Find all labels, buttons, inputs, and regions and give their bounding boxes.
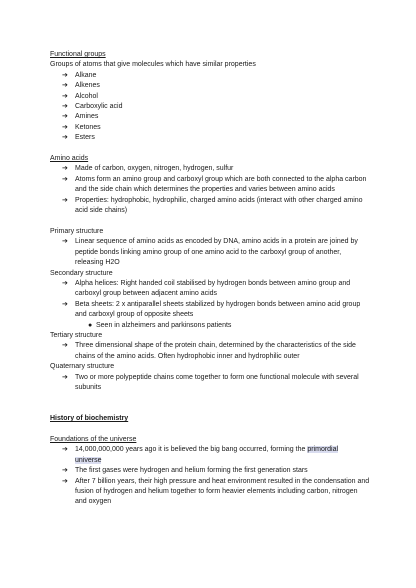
document-page — [50, 50, 370, 508]
history-title: History of biochemistry — [50, 415, 129, 423]
arrow-icon: ➔ — [62, 113, 68, 121]
highlighted-text: universe — [75, 456, 102, 464]
highlighted-text: primordial — [307, 446, 339, 454]
arrow-icon: ➔ — [62, 123, 68, 131]
list-item: ➔ Alkane — [50, 71, 370, 81]
list-item: ➔ Two or more polypeptide chains come together to form one functional molecule with several subunits — [62, 373, 359, 391]
list-item: ➔ Alcohol — [50, 92, 370, 102]
arrow-icon: ➔ — [62, 196, 68, 204]
arrow-icon: ➔ — [62, 165, 68, 173]
arrow-icon: ➔ — [62, 82, 68, 90]
arrow-icon: ➔ — [62, 134, 68, 142]
arrow-icon: ➔ — [62, 446, 68, 454]
list-item: ➔ Linear sequence of amino acids as encoded by DNA, amino acids in a protein are joined by peptide bonds linking amino group of one amino acid to the carboxyl group of another, releasing H2O — [62, 238, 358, 267]
list-item: ➔ Atoms form an amino group and carboxyl group which are both connected to the alpha carbon and the side chain which determines the properties and varies between amino acids — [62, 175, 367, 194]
quaternary-structure-heading: Quaternary structure — [50, 363, 115, 371]
list-item: ➔ Amines — [50, 112, 370, 122]
amino-acids-heading: Amino acids — [50, 155, 89, 163]
arrow-icon: ➔ — [62, 103, 68, 111]
list-item: ➔ Alpha helices: Right handed coil stabilised by hydrogen bonds between amino group and carboxyl group between adjacent amino acids — [62, 279, 351, 298]
arrow-icon: ➔ — [62, 373, 68, 381]
functional-groups-list — [50, 71, 370, 144]
list-item: ➔ Esters — [50, 133, 370, 143]
list-item: ➔ Three dimensional shape of the protein chain, determined by the characteristics of the side chains of the amino acids. Often hydrophobic inner and hydrophilic outer — [62, 342, 356, 360]
primary-structure-heading: Primary structure — [50, 227, 104, 235]
list-item: ➔ Properties: hydrophobic, hydrophilic, charged amino acids (interact with other charged amino acid side chains) — [62, 196, 363, 215]
arrow-icon: ➔ — [62, 238, 68, 246]
arrow-icon: ➔ — [62, 342, 68, 350]
tertiary-structure-heading: Tertiary structure — [50, 331, 103, 339]
functional-groups-intro: Groups of atoms that give molecules which have similar properties — [50, 61, 256, 69]
list-item: ➔ Alkenes — [50, 81, 370, 91]
list-item: ➔ After 7 billion years, their high pressure and heat environment resulted in the condensation and fusion of hydrogen and helium together to form heavier elements including carbon, nitrogen and oxygen — [62, 477, 370, 506]
sub-list-item: ● Seen in alzheimers and parkinsons patients — [50, 321, 370, 331]
amino-acids-list — [50, 164, 370, 216]
arrow-icon: ➔ — [62, 279, 68, 287]
list-item: ➔ Carboxylic acid — [50, 102, 370, 112]
arrow-icon: ➔ — [62, 175, 68, 183]
arrow-icon: ➔ — [62, 467, 68, 475]
arrow-icon: ➔ — [62, 92, 68, 100]
history-subheading: Foundations of the universe — [50, 435, 137, 443]
secondary-structure-heading: Secondary structure — [50, 269, 113, 277]
list-item: ➔ The first gases were hydrogen and helium forming the first generation stars — [50, 466, 370, 476]
bullet-icon: ● — [88, 321, 93, 329]
arrow-icon: ➔ — [62, 477, 68, 485]
list-item: ➔ 14,000,000,000 years ago it is believed the big bang occurred, forming the primordial universe — [62, 446, 339, 464]
list-item: ➔ Made of carbon, oxygen, nitrogen, hydrogen, sulfur — [50, 164, 370, 174]
list-item: ➔ Beta sheets: 2 x antiparallel sheets stabilized by hydrogen bonds between amino acid group and carboxyl group of opposite sheets — [62, 300, 361, 319]
arrow-icon: ➔ — [62, 71, 68, 79]
list-item: ➔ Ketones — [50, 123, 370, 133]
arrow-icon: ➔ — [62, 300, 68, 308]
functional-groups-heading: Functional groups — [50, 51, 106, 58]
